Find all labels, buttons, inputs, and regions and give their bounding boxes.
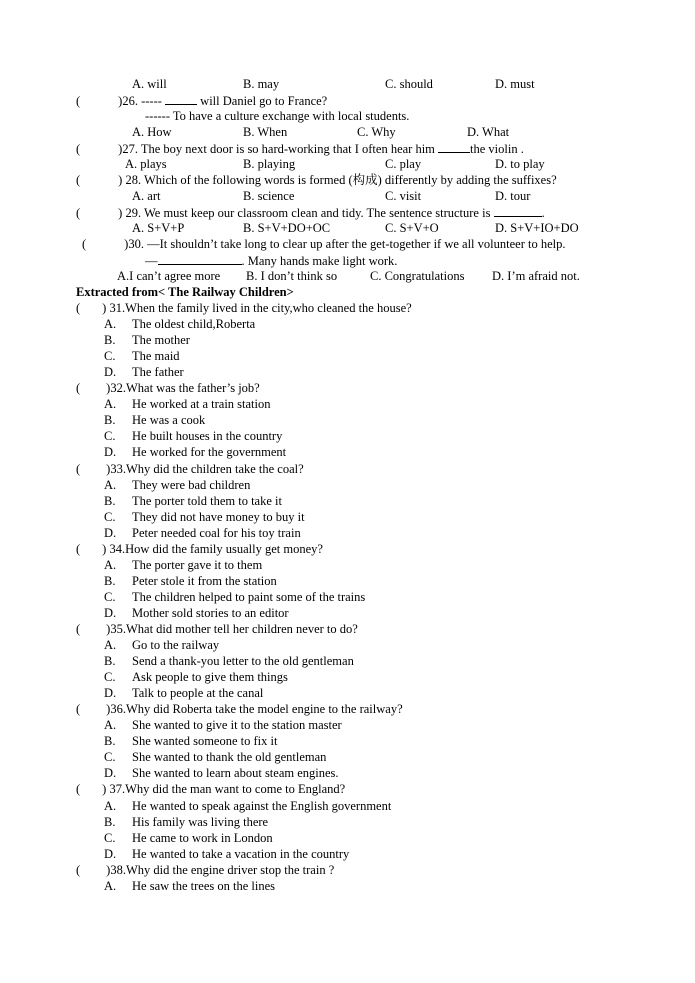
section-title: Extracted from< The Railway Children> [76,285,294,299]
question-31: ( ) 31.When the family lived in the city,who cleaned the house? [76,301,412,315]
option-text: Mother sold stories to an editor [132,606,289,620]
option-b: B. playing [243,157,296,171]
question-stem: 36.Why did Roberta take the model engine to the railway? [110,702,403,716]
question-stem: 32.What was the father’s job? [110,381,260,395]
option-letter: C. [104,590,116,604]
question-37: ( ) 37.Why did the man want to come to England? [76,782,346,796]
question-26: ( )26. ----- will Daniel go to France? [76,94,328,108]
option-text: They were bad children [132,478,251,492]
option-b: B. S+V+DO+OC [243,221,331,235]
option-b: B. When [243,125,288,139]
option-c: C. play [385,157,422,171]
option-text: He built houses in the country [132,429,283,443]
option-a: A.I can’t agree more [117,269,221,283]
option-text: He was a cook [132,413,206,427]
option-text: Go to the railway [132,638,220,652]
answer-blank [158,253,242,265]
question-28: ( ) 28. Which of the following words is formed (构成) differently by adding the suffixes? [76,173,557,187]
question-stem: 31.When the family lived in the city,who cleaned the house? [109,301,412,315]
option-text: The porter told them to take it [132,494,282,508]
question-32: ( )32.What was the father’s job? [76,381,260,395]
option-letter: B. [104,494,116,508]
question-30: ( )30. —It shouldn’t take long to clear up after the get-together if we all volunteer to help. [82,237,566,251]
option-letter: D. [104,365,117,379]
question-stem: 37.Why did the man want to come to England? [109,782,346,796]
option-text: He wanted to speak against the English government [132,799,392,813]
question-33: ( )33.Why did the children take the coal? [76,462,304,476]
option-c: C. S+V+O [385,221,439,235]
option-letter: C. [104,429,116,443]
answer-blank [165,93,197,105]
answer-blank [438,141,470,153]
question-stem: 27. The boy next door is so hard-working that I often hear him [122,142,435,156]
option-letter: D. [104,606,117,620]
option-text: He came to work in London [132,831,273,845]
question-stem: 26. ----- [122,94,162,108]
question-stem: 30. —It shouldn’t take long to clear up after the get-together if we all volunteer to help. [128,237,566,251]
question-stem: 35.What did mother tell her children never to do? [110,622,358,636]
question-stem: 29. We must keep our classroom clean and tidy. The sentence structure is [125,206,491,220]
option-letter: C. [104,510,116,524]
option-letter: A. [104,317,117,331]
option-letter: A. [104,478,117,492]
option-text: She wanted to thank the old gentleman [132,750,327,764]
question-stem: 34.How did the family usually get money? [109,542,323,556]
option-letter: C. [104,670,116,684]
option-b: B. I don’t think so [246,269,338,283]
option-text: The porter gave it to them [132,558,263,572]
option-letter: A. [104,558,117,572]
option-text: Peter needed coal for his toy train [132,526,301,540]
question-stem-cont: . Many hands make light work. [241,254,398,268]
question-stem-cont: will Daniel go to France? [200,94,328,108]
option-c: C. should [385,77,433,91]
question-36: ( )36.Why did Roberta take the model engine to the railway? [76,702,403,716]
option-text: Send a thank-you letter to the old gentleman [132,654,354,668]
option-letter: D. [104,526,117,540]
option-text: His family was living there [132,815,269,829]
question-stem: 28. Which of the following words is formed (构成) differently by adding the suffixes? [125,173,557,187]
option-text: They did not have money to buy it [132,510,305,524]
question-26-response: ------ To have a culture exchange with local students. [145,109,410,123]
option-b: B. may [243,77,280,91]
option-a: A. will [132,77,167,91]
option-text: Talk to people at the canal [132,686,264,700]
option-text: The mother [132,333,190,347]
option-c: C. Why [357,125,396,139]
answer-blank [494,205,542,217]
option-letter: D. [104,445,117,459]
option-a: A. S+V+P [132,221,185,235]
option-text: She wanted to give it to the station master [132,718,342,732]
option-d: D. tour [495,189,531,203]
option-text: She wanted someone to fix it [132,734,278,748]
option-text: Ask people to give them things [132,670,288,684]
option-b: B. science [243,189,295,203]
question-35: ( )35.What did mother tell her children never to do? [76,622,358,636]
option-letter: D. [104,766,117,780]
option-letter: B. [104,574,116,588]
option-d: D. must [495,77,535,91]
option-letter: B. [104,815,116,829]
option-d: D. S+V+IO+DO [495,221,579,235]
option-text: The oldest child,Roberta [132,317,256,331]
option-text: She wanted to learn about steam engines. [132,766,339,780]
question-stem-cont: the violin . [470,142,524,156]
option-letter: A. [104,799,117,813]
question-stem: 33.Why did the children take the coal? [110,462,304,476]
question-30-response [145,253,397,268]
option-letter: C. [104,831,116,845]
question-34: ( ) 34.How did the family usually get money? [76,542,323,556]
option-a: A. plays [125,157,167,171]
option-letter: A. [104,397,117,411]
option-text: Peter stole it from the station [132,574,277,588]
option-letter: B. [104,333,116,347]
question-27: ( )27. The boy next door is so hard-working that I often hear him the violin . [76,142,524,156]
option-a: A. How [132,125,172,139]
option-c: C. Congratulations [370,269,465,283]
question-38: ( )38.Why did the engine driver stop the train ? [76,863,335,877]
option-letter: B. [104,413,116,427]
option-d: D. I’m afraid not. [492,269,580,283]
option-text: He wanted to take a vacation in the country [132,847,350,861]
option-letter: C. [104,349,116,363]
option-letter: D. [104,847,117,861]
option-d: D. What [467,125,510,139]
option-a: A. art [132,189,161,203]
option-text: He worked at a train station [132,397,271,411]
question-stem: 38.Why did the engine driver stop the train ? [110,863,335,877]
question-stem-cont: . [541,206,545,220]
option-letter: B. [104,654,116,668]
option-c: C. visit [385,189,422,203]
option-letter: B. [104,734,116,748]
option-text: The children helped to paint some of the trains [132,590,366,604]
option-text: He saw the trees on the lines [132,879,276,893]
option-text: He worked for the government [132,445,287,459]
option-text: The father [132,365,184,379]
option-letter: D. [104,686,117,700]
option-letter: A. [104,638,117,652]
question-29: ( ) 29. We must keep our classroom clean and tidy. The sentence structure is . [76,206,545,220]
option-letter: A. [104,718,117,732]
option-d: D. to play [495,157,545,171]
option-letter: C. [104,750,116,764]
dash: — [145,254,158,268]
option-text: The maid [132,349,180,363]
option-letter: A. [104,879,117,893]
